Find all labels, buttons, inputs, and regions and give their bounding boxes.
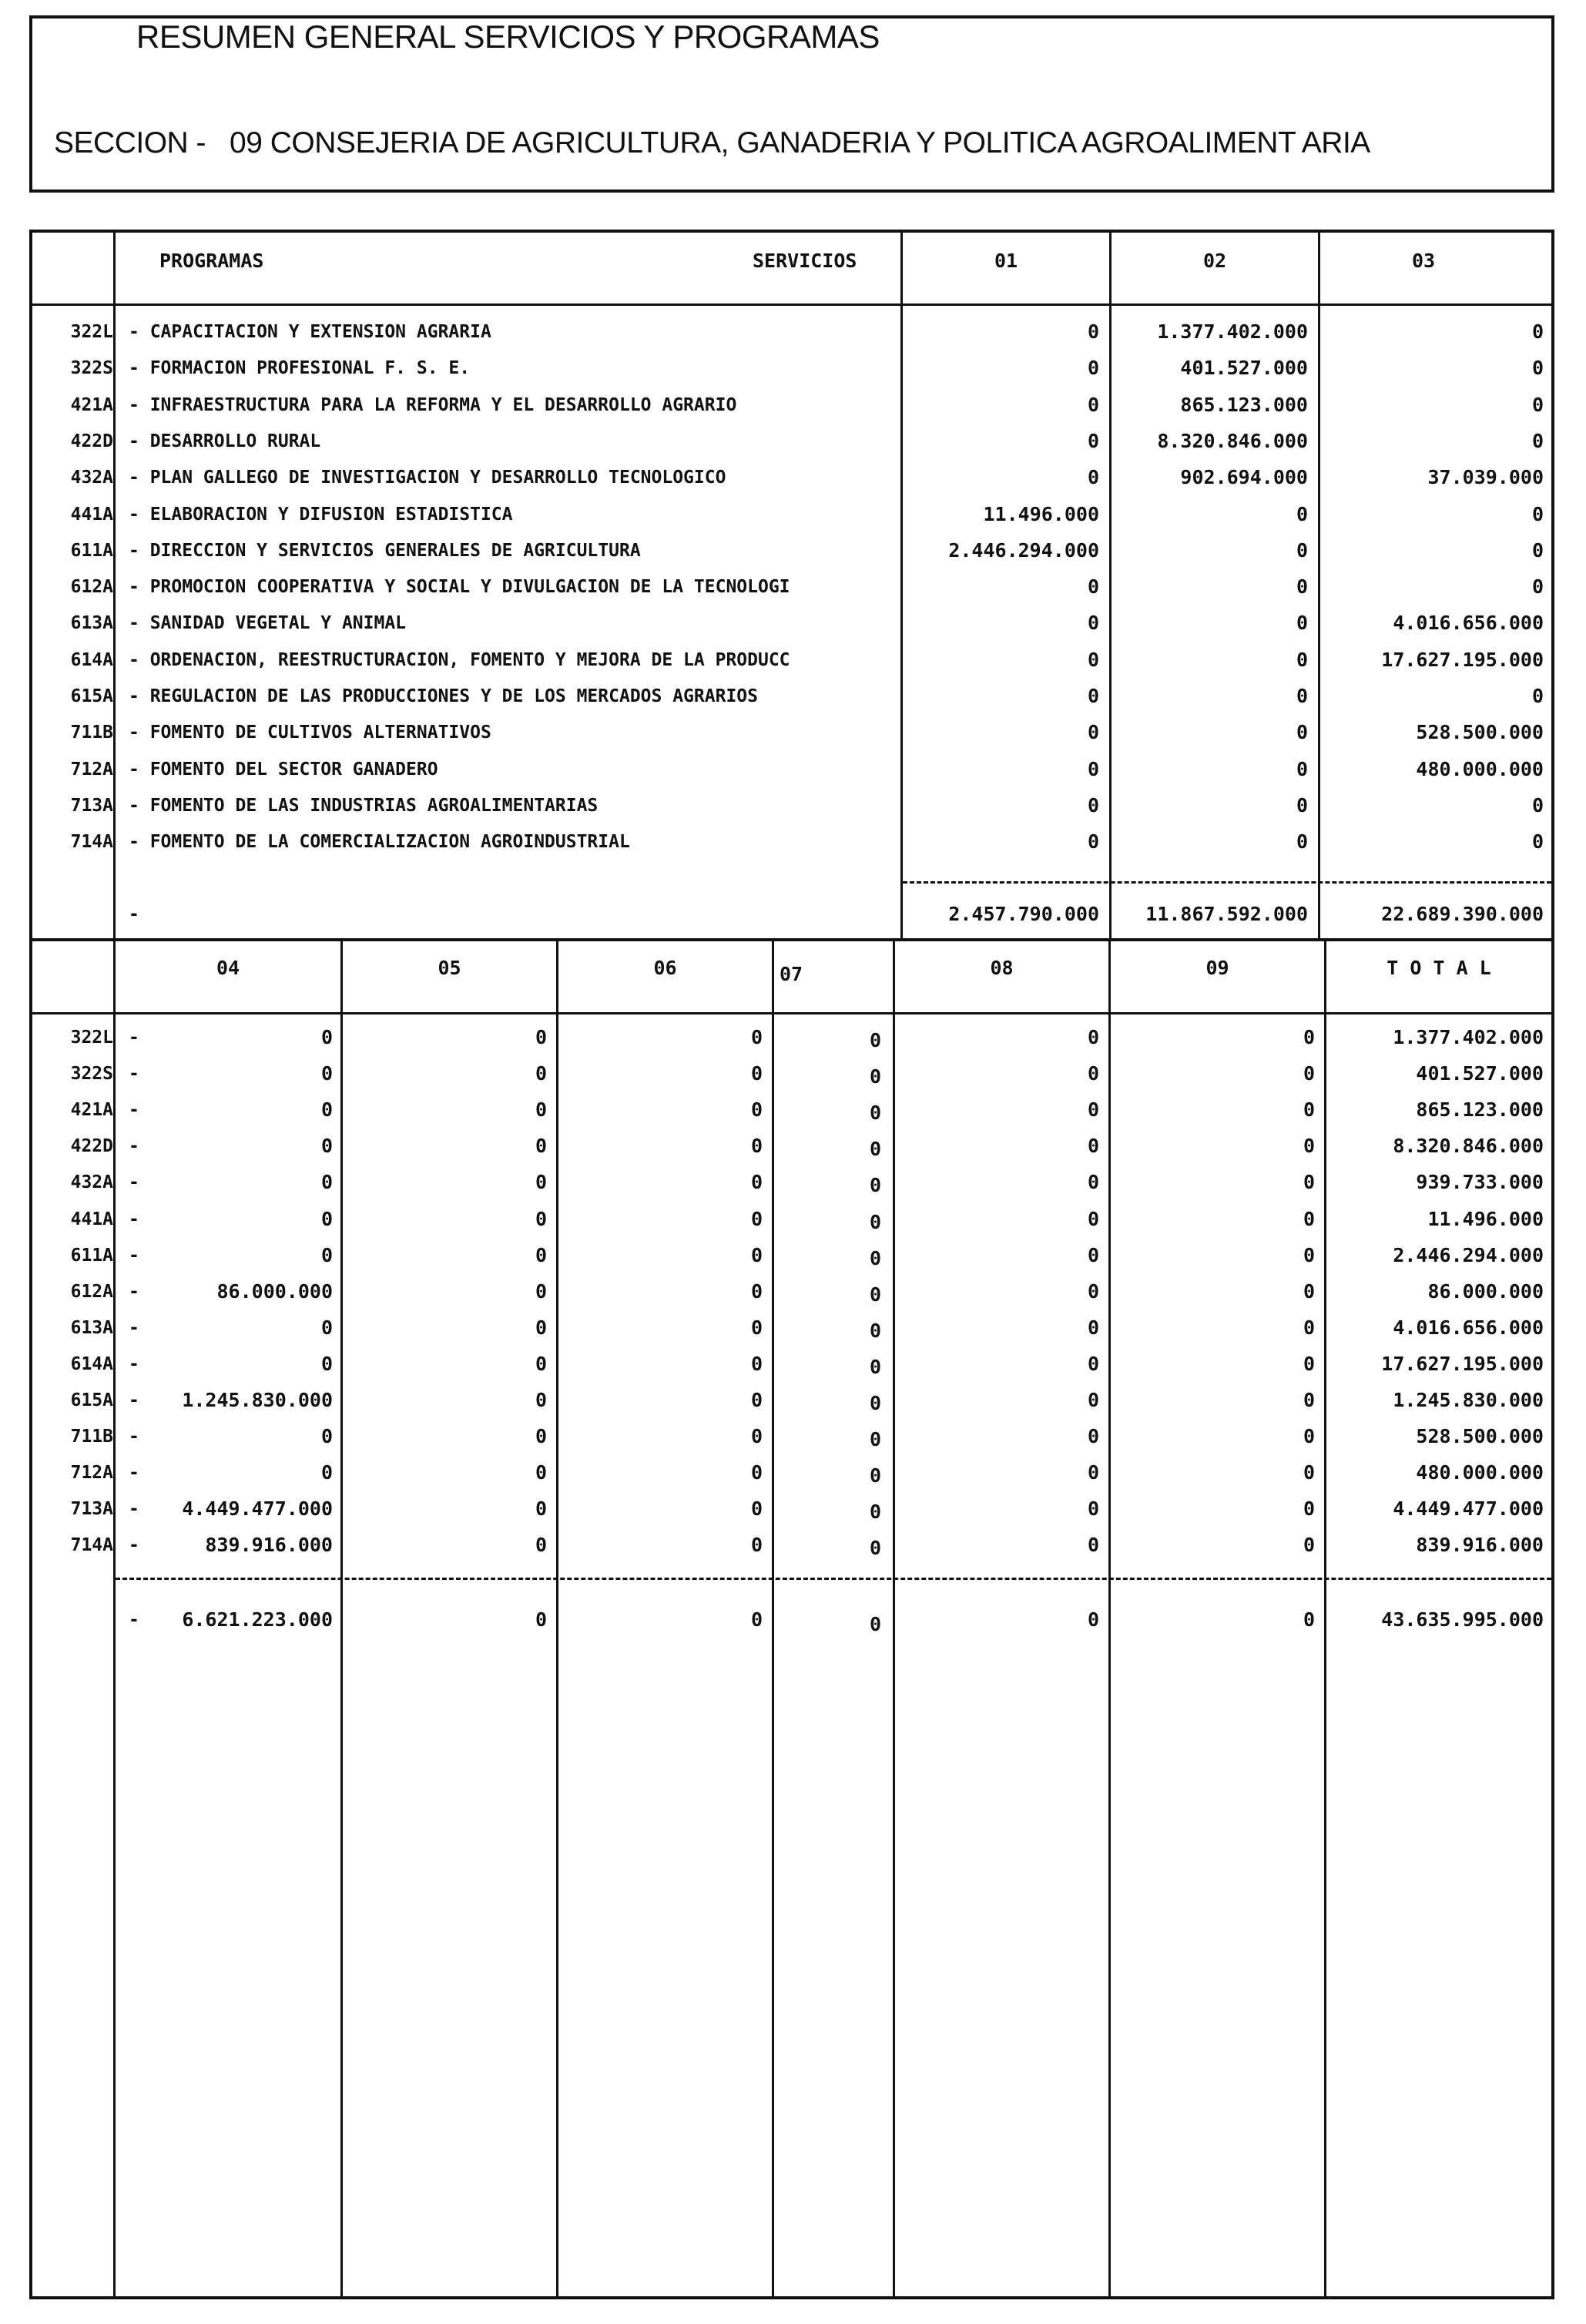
service-value-06: 0: [750, 1461, 763, 1484]
program-code: 322L: [70, 322, 113, 342]
service-value-02: 0: [1296, 685, 1308, 707]
service-value-06: 0: [750, 1207, 763, 1230]
table-row: [32, 464, 1551, 495]
table-row: [32, 1097, 1551, 1128]
service-value-07: 0: [869, 1355, 881, 1378]
program-description: - SANIDAD VEGETAL Y ANIMAL: [129, 613, 407, 634]
program-description: - CAPACITACION Y EXTENSION AGRARIA: [129, 322, 491, 342]
service-value-06: 0: [750, 1425, 763, 1448]
program-code: 422D: [70, 1136, 113, 1157]
program-code: 611A: [70, 540, 113, 561]
service-value-02: 0: [1296, 502, 1308, 525]
service-value-06: 0: [750, 1171, 763, 1194]
service-value-08: 0: [1087, 1497, 1099, 1521]
service-value-07: 0: [869, 1392, 881, 1414]
service-value-05: 0: [535, 1316, 547, 1339]
report-title: RESUMEN GENERAL SERVICIOS Y PROGRAMAS: [136, 18, 880, 55]
program-code: 714A: [70, 832, 113, 853]
program-description: - FORMACION PROFESIONAL F. S. E.: [129, 358, 471, 379]
program-description: - REGULACION DE LAS PRODUCCIONES Y DE LOS MERCADOS AGRARIOS: [129, 686, 758, 706]
service-value-06: 0: [750, 1316, 763, 1339]
service-value-05: 0: [535, 1026, 547, 1048]
service-value-05: 0: [535, 1534, 547, 1557]
program-description: - FOMENTO DE LA COMERCIALIZACION AGROINDUSTRIAL: [129, 832, 630, 853]
table-row: [32, 501, 1551, 532]
row-total: 839.916.000: [1416, 1534, 1544, 1557]
service-value-07: 0: [869, 1283, 881, 1306]
program-code: 712A: [70, 1463, 113, 1484]
section-code: 09: [230, 126, 263, 159]
service-value-01: 0: [1087, 429, 1099, 452]
service-value-04: 0: [320, 1062, 333, 1085]
table-row: [32, 1169, 1551, 1200]
service-value-03: 17.627.195.000: [1381, 648, 1544, 671]
service-value-06: 0: [750, 1279, 763, 1303]
program-description: - FOMENTO DE CULTIVOS ALTERNATIVOS: [129, 723, 491, 743]
row-total: 939.733.000: [1416, 1171, 1544, 1194]
table-row: [32, 319, 1551, 350]
row-dash: -: [129, 1209, 139, 1229]
service-value-02: 902.694.000: [1180, 466, 1308, 489]
program-code: 612A: [70, 1281, 113, 1302]
service-value-08: 0: [1087, 1207, 1099, 1230]
service-value-06: 0: [750, 1098, 763, 1122]
program-code: 712A: [70, 759, 113, 780]
row-dash: -: [129, 1499, 139, 1520]
service-value-05: 0: [535, 1279, 547, 1303]
service-value-03: 528.500.000: [1416, 721, 1544, 744]
service-value-09: 0: [1303, 1279, 1315, 1303]
service-value-04: 86.000.000: [216, 1279, 333, 1303]
program-description: - FOMENTO DE LAS INDUSTRIAS AGROALIMENTARIAS: [129, 795, 599, 816]
service-value-03: 480.000.000: [1416, 757, 1544, 780]
service-value-08: 0: [1087, 1062, 1099, 1085]
row-total: 8.320.846.000: [1393, 1135, 1544, 1158]
service-value-04: 0: [320, 1135, 333, 1158]
program-code: 613A: [70, 613, 113, 634]
service-header-03: 03: [1411, 250, 1436, 272]
services-table-1: [29, 230, 1554, 938]
table-row-total-dash: -: [129, 904, 139, 924]
service-value-07: 0: [869, 1029, 881, 1051]
row-total: 480.000.000: [1416, 1461, 1544, 1484]
row-dash: -: [129, 1353, 139, 1374]
service-value-03: 0: [1531, 393, 1544, 416]
service-value-07: 0: [869, 1501, 881, 1524]
program-description: - INFRAESTRUCTURA PARA LA REFORMA Y EL DESARROLLO AGRARIO: [129, 394, 737, 415]
service-value-05: 0: [535, 1389, 547, 1411]
program-code: 711B: [70, 1427, 113, 1447]
service-value-01: 0: [1087, 757, 1099, 780]
service-value-02: 0: [1296, 721, 1308, 744]
total-service-01: 2.457.790.000: [948, 903, 1099, 925]
table-row: [32, 683, 1551, 714]
program-code: 614A: [70, 1353, 113, 1374]
service-value-01: 2.446.294.000: [948, 538, 1099, 562]
program-code: 432A: [70, 468, 113, 488]
total-header: T O T A L: [1386, 957, 1491, 979]
program-description: - FOMENTO DEL SECTOR GANADERO: [129, 759, 438, 780]
program-code: 421A: [70, 1100, 113, 1121]
service-value-04: 0: [320, 1243, 333, 1266]
service-value-09: 0: [1303, 1062, 1315, 1085]
row-total: 528.500.000: [1416, 1425, 1544, 1448]
total-service-03: 22.689.390.000: [1381, 903, 1544, 925]
service-value-08: 0: [1087, 1316, 1099, 1339]
service-value-03: 0: [1531, 429, 1544, 452]
service-value-04: 0: [320, 1425, 333, 1448]
table-row: [32, 538, 1551, 568]
table-row-total-dash: -: [129, 1610, 139, 1630]
service-value-09: 0: [1303, 1461, 1315, 1484]
service-value-01: 0: [1087, 320, 1099, 343]
service-value-08: 0: [1087, 1026, 1099, 1048]
program-description: - DIRECCION Y SERVICIOS GENERALES DE AGRICULTURA: [129, 540, 641, 561]
total-service-06: 0: [750, 1608, 763, 1631]
program-code: 322S: [70, 1064, 113, 1085]
service-value-06: 0: [750, 1062, 763, 1085]
service-value-07: 0: [869, 1246, 881, 1269]
service-value-03: 0: [1531, 357, 1544, 380]
row-dash: -: [129, 1281, 139, 1302]
service-value-07: 0: [869, 1428, 881, 1451]
row-total: 17.627.195.000: [1381, 1352, 1544, 1375]
row-total: 4.449.477.000: [1393, 1497, 1544, 1521]
table-row: [32, 1424, 1551, 1454]
row-dash: -: [129, 1463, 139, 1484]
row-dash: -: [129, 1136, 139, 1157]
service-value-09: 0: [1303, 1207, 1315, 1230]
service-value-02: 0: [1296, 793, 1308, 817]
service-value-08: 0: [1087, 1135, 1099, 1158]
program-code: 421A: [70, 394, 113, 415]
table-row: [32, 1242, 1551, 1273]
service-value-04: 0: [320, 1171, 333, 1194]
program-code: 711B: [70, 723, 113, 743]
row-dash: -: [129, 1064, 139, 1085]
service-value-09: 0: [1303, 1316, 1315, 1339]
program-description: - PROMOCION COOPERATIVA Y SOCIAL Y DIVULGACION DE LA TECNOLOGI: [129, 577, 790, 598]
program-code: 441A: [70, 1209, 113, 1229]
service-value-09: 0: [1303, 1534, 1315, 1557]
table-row: [32, 1351, 1551, 1382]
table-row: [32, 1496, 1551, 1527]
row-total: 401.527.000: [1416, 1062, 1544, 1085]
program-code: 713A: [70, 1499, 113, 1520]
service-value-08: 0: [1087, 1461, 1099, 1484]
service-value-03: 0: [1531, 575, 1544, 599]
service-value-07: 0: [869, 1102, 881, 1125]
service-value-01: 0: [1087, 830, 1099, 853]
total-service-09: 0: [1303, 1608, 1315, 1631]
service-value-09: 0: [1303, 1026, 1315, 1048]
program-code: 432A: [70, 1172, 113, 1193]
table-row: [32, 610, 1551, 641]
service-value-08: 0: [1087, 1279, 1099, 1303]
service-header-06: 06: [653, 957, 677, 979]
table-row: [32, 392, 1551, 423]
service-value-03: 37.039.000: [1427, 466, 1544, 489]
row-total: 1.245.830.000: [1393, 1389, 1544, 1411]
service-value-04: 839.916.000: [205, 1534, 333, 1557]
table-row: [32, 1315, 1551, 1346]
table-row: [32, 793, 1551, 823]
row-total: 2.446.294.000: [1393, 1243, 1544, 1266]
service-value-05: 0: [535, 1425, 547, 1448]
table-row: [32, 1206, 1551, 1237]
service-value-01: 0: [1087, 357, 1099, 380]
service-value-09: 0: [1303, 1098, 1315, 1122]
program-description: - PLAN GALLEGO DE INVESTIGACION Y DESARROLLO TECNOLOGICO: [129, 468, 726, 488]
table-row: [32, 1133, 1551, 1164]
total-service-08: 0: [1087, 1608, 1099, 1631]
table-row: [32, 1061, 1551, 1092]
service-value-09: 0: [1303, 1135, 1315, 1158]
service-value-08: 0: [1087, 1243, 1099, 1266]
service-value-09: 0: [1303, 1243, 1315, 1266]
table-row: [32, 355, 1551, 386]
service-value-08: 0: [1087, 1352, 1099, 1375]
service-value-02: 0: [1296, 830, 1308, 853]
service-value-05: 0: [535, 1171, 547, 1194]
row-dash: -: [129, 1390, 139, 1410]
service-value-03: 0: [1531, 793, 1544, 817]
service-value-04: 0: [320, 1207, 333, 1230]
service-value-07: 0: [869, 1319, 881, 1342]
program-code: 612A: [70, 577, 113, 598]
row-total: 11.496.000: [1427, 1207, 1544, 1230]
row-dash: -: [129, 1100, 139, 1121]
service-value-09: 0: [1303, 1389, 1315, 1411]
grand-total: 43.635.995.000: [1381, 1608, 1544, 1631]
service-value-05: 0: [535, 1461, 547, 1484]
service-value-02: 0: [1296, 538, 1308, 562]
service-value-01: 0: [1087, 575, 1099, 599]
service-value-06: 0: [750, 1534, 763, 1557]
service-value-08: 0: [1087, 1389, 1099, 1411]
service-value-08: 0: [1087, 1098, 1099, 1122]
program-code: 714A: [70, 1535, 113, 1556]
service-value-02: 865.123.000: [1180, 393, 1308, 416]
service-value-04: 0: [320, 1352, 333, 1375]
service-value-03: 0: [1531, 685, 1544, 707]
service-value-03: 0: [1531, 320, 1544, 343]
service-value-01: 0: [1087, 393, 1099, 416]
service-value-05: 0: [535, 1062, 547, 1085]
service-value-02: 1.377.402.000: [1157, 320, 1308, 343]
program-description: - DESARROLLO RURAL: [129, 431, 321, 451]
service-value-01: 0: [1087, 648, 1099, 671]
service-header-01: 01: [994, 250, 1018, 272]
program-description: - ELABORACION Y DIFUSION ESTADISTICA: [129, 504, 513, 525]
program-code: 713A: [70, 795, 113, 816]
service-value-06: 0: [750, 1389, 763, 1411]
row-dash: -: [129, 1028, 139, 1048]
service-header-05: 05: [438, 957, 461, 979]
service-value-04: 4.449.477.000: [182, 1497, 333, 1521]
services-table-2: [29, 938, 1554, 2299]
service-value-05: 0: [535, 1497, 547, 1521]
table-row: [32, 647, 1551, 678]
service-value-01: 0: [1087, 612, 1099, 635]
service-value-06: 0: [750, 1026, 763, 1048]
service-value-05: 0: [535, 1098, 547, 1122]
row-total: 1.377.402.000: [1393, 1026, 1544, 1048]
program-code: 441A: [70, 504, 113, 525]
service-value-07: 0: [869, 1174, 881, 1197]
program-code: 322L: [70, 1028, 113, 1048]
service-value-08: 0: [1087, 1425, 1099, 1448]
service-value-01: 11.496.000: [983, 502, 1099, 525]
service-value-09: 0: [1303, 1352, 1315, 1375]
service-header-09: 09: [1205, 957, 1229, 979]
row-dash: -: [129, 1172, 139, 1193]
totals-divider: [116, 1578, 1551, 1580]
table-row: [32, 1025, 1551, 1055]
service-header-08: 08: [990, 957, 1014, 979]
program-code: 322S: [70, 358, 113, 379]
service-value-05: 0: [535, 1207, 547, 1230]
service-value-01: 0: [1087, 721, 1099, 744]
table-row: [32, 829, 1551, 860]
section-name: CONSEJERIA DE AGRICULTURA, GANADERIA Y POLITICA AGROALIMENT ARIA: [270, 126, 1370, 159]
service-value-09: 0: [1303, 1497, 1315, 1521]
service-value-04: 0: [320, 1316, 333, 1339]
service-value-02: 0: [1296, 648, 1308, 671]
service-value-08: 0: [1087, 1171, 1099, 1194]
service-value-09: 0: [1303, 1425, 1315, 1448]
service-value-09: 0: [1303, 1171, 1315, 1194]
service-value-02: 0: [1296, 575, 1308, 599]
table-row: [32, 756, 1551, 787]
service-value-06: 0: [750, 1497, 763, 1521]
table-row: [32, 1387, 1551, 1418]
row-dash: -: [129, 1535, 139, 1556]
service-value-05: 0: [535, 1352, 547, 1375]
service-value-04: 1.245.830.000: [182, 1389, 333, 1411]
service-value-06: 0: [750, 1135, 763, 1158]
program-code: 611A: [70, 1245, 113, 1266]
total-service-07: 0: [869, 1613, 881, 1635]
service-header-07: 07: [780, 963, 803, 985]
total-service-02: 11.867.592.000: [1145, 903, 1308, 925]
service-value-04: 0: [320, 1098, 333, 1122]
row-dash: -: [129, 1245, 139, 1266]
program-code: 613A: [70, 1317, 113, 1338]
row-total: 865.123.000: [1416, 1098, 1544, 1122]
totals-divider: [903, 881, 1551, 884]
service-value-01: 0: [1087, 466, 1099, 489]
service-header-02: 02: [1202, 250, 1227, 272]
row-dash: -: [129, 1317, 139, 1338]
service-value-03: 0: [1531, 502, 1544, 525]
service-value-06: 0: [750, 1352, 763, 1375]
table-row: [32, 1460, 1551, 1491]
service-value-07: 0: [869, 1065, 881, 1088]
service-value-02: 401.527.000: [1180, 357, 1308, 380]
program-code: 615A: [70, 1390, 113, 1410]
service-value-07: 0: [869, 1464, 881, 1487]
service-header-04: 04: [216, 957, 240, 979]
programas-header: PROGRAMAS: [159, 250, 264, 272]
program-description: - ORDENACION, REESTRUCTURACION, FOMENTO Y MEJORA DE LA PRODUCC: [129, 649, 790, 670]
service-value-07: 0: [869, 1138, 881, 1161]
service-value-01: 0: [1087, 793, 1099, 817]
service-value-01: 0: [1087, 685, 1099, 707]
section-label: SECCION -: [54, 126, 206, 159]
table-row: [32, 574, 1551, 605]
table-row: [32, 719, 1551, 750]
service-value-04: 0: [320, 1461, 333, 1484]
service-value-02: 8.320.846.000: [1157, 429, 1308, 452]
service-value-05: 0: [535, 1243, 547, 1266]
service-value-08: 0: [1087, 1534, 1099, 1557]
service-value-07: 0: [869, 1210, 881, 1233]
row-dash: -: [129, 1427, 139, 1447]
program-code: 615A: [70, 686, 113, 706]
service-value-03: 0: [1531, 830, 1544, 853]
report-header: [29, 15, 1554, 193]
total-service-04: 6.621.223.000: [182, 1608, 333, 1631]
service-value-03: 4.016.656.000: [1393, 612, 1544, 635]
service-value-06: 0: [750, 1243, 763, 1266]
table-row: [32, 1279, 1551, 1310]
service-value-03: 0: [1531, 538, 1544, 562]
program-code: 614A: [70, 649, 113, 670]
service-value-02: 0: [1296, 757, 1308, 780]
service-value-07: 0: [869, 1537, 881, 1560]
service-value-02: 0: [1296, 612, 1308, 635]
program-code: 422D: [70, 431, 113, 451]
total-service-05: 0: [535, 1608, 547, 1631]
table-row: [32, 1532, 1551, 1563]
service-value-05: 0: [535, 1135, 547, 1158]
section-line: [54, 126, 1370, 160]
servicios-header: SERVICIOS: [753, 250, 857, 272]
row-total: 86.000.000: [1427, 1279, 1544, 1303]
service-value-04: 0: [320, 1026, 333, 1048]
row-total: 4.016.656.000: [1393, 1316, 1544, 1339]
table-row: [32, 428, 1551, 459]
